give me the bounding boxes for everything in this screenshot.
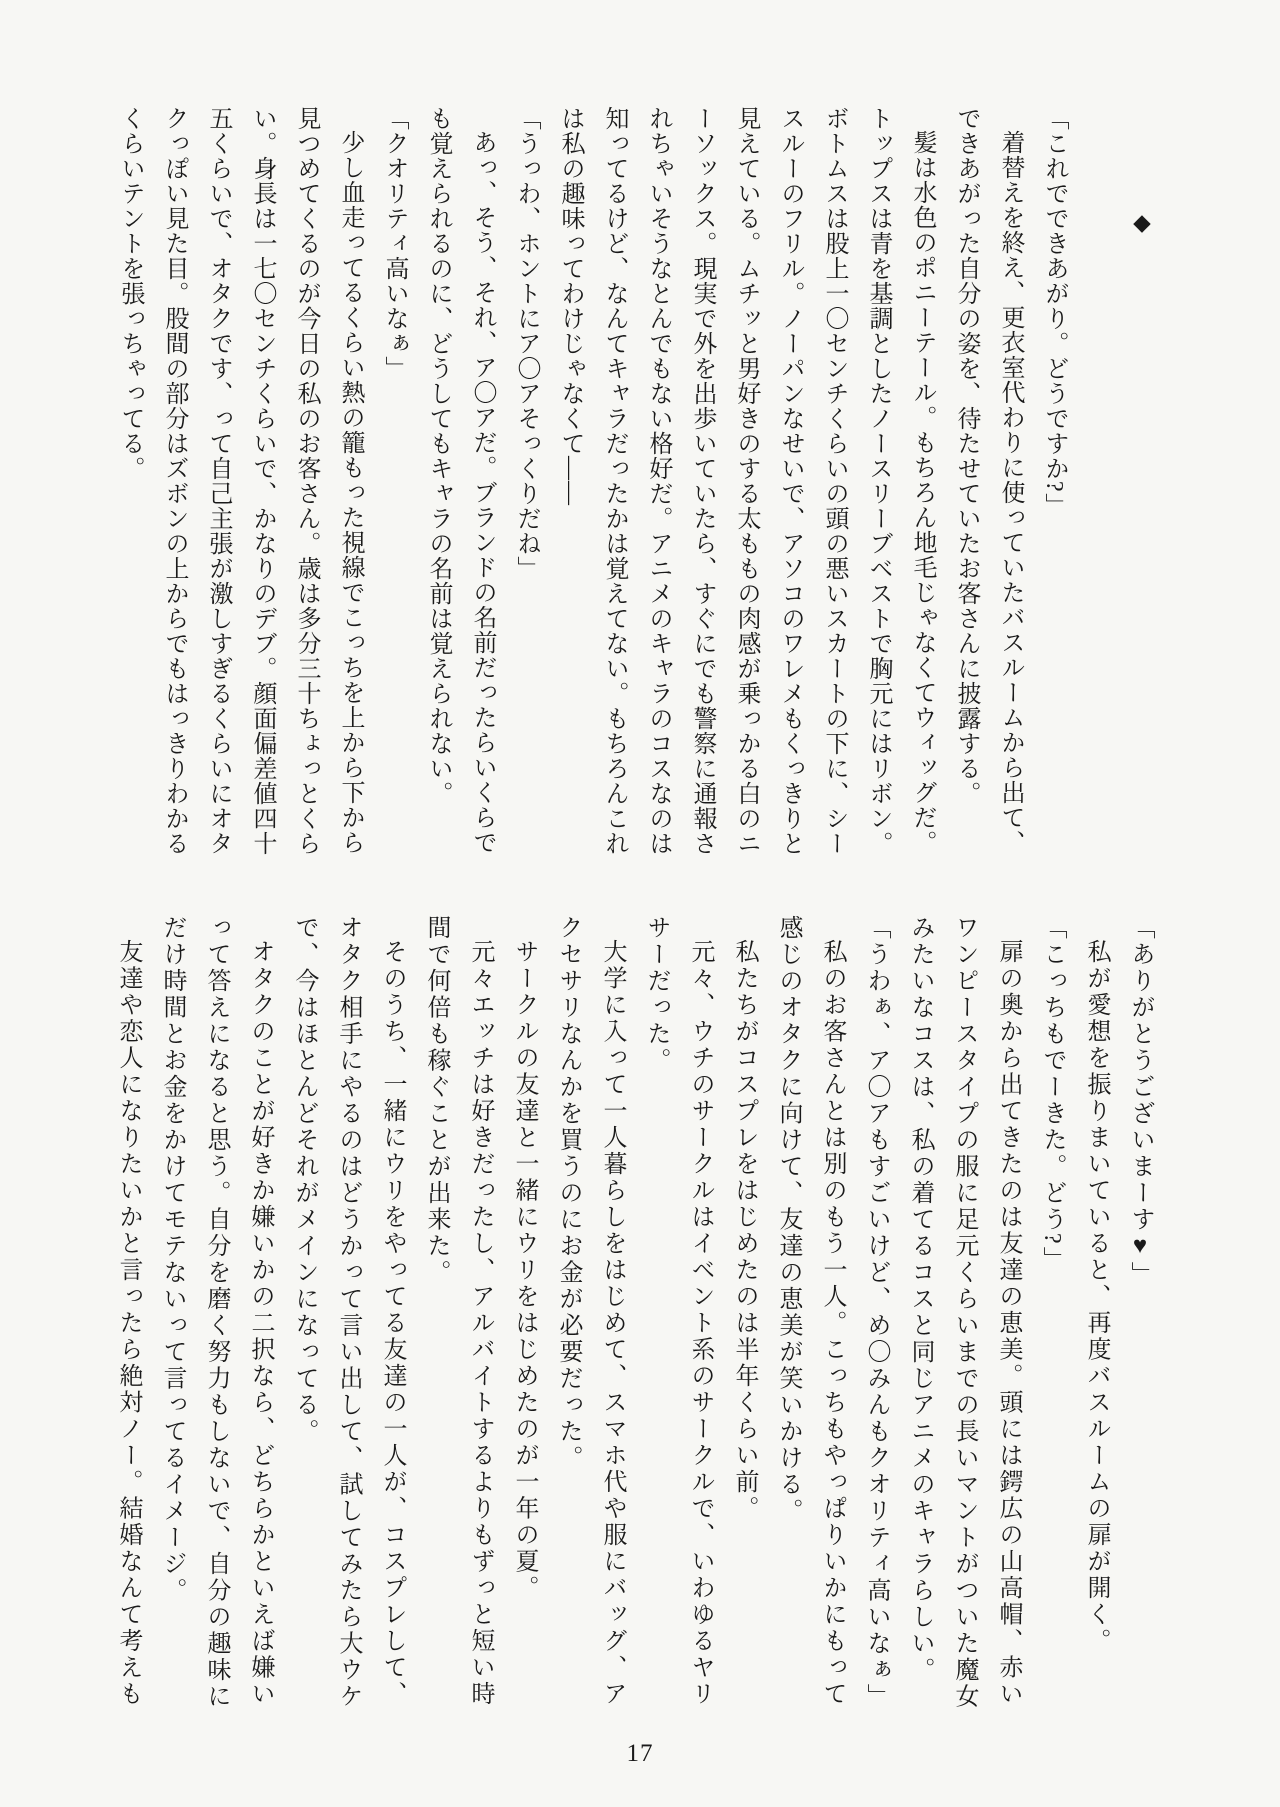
text-column: くらいテントを張っちゃってる。 — [117, 106, 143, 481]
text-column: あっ、そう、それ、ア〇アだ。ブランドの名前だったらいくらで — [469, 130, 495, 855]
text-column: 元々エッチは好きだったし、アルバイトするよりもずっと短い時 — [467, 939, 493, 1708]
text-column: 少し血走ってるくらい熱の籠もった視線でこっちを上から下から — [337, 130, 363, 855]
text-column: ボトムスは股上一〇センチくらいの頭の悪いスカートの下に、シー — [821, 106, 847, 856]
page-number: 17 — [626, 1740, 654, 1767]
text-column: 私のお客さんとは別のもう一人。こっちもやっぱりいかにもって — [819, 939, 845, 1708]
text-column: オタク相手にやるのはどうかって言い出して、試してみたら大ウケ — [335, 915, 361, 1710]
bottom-text-block — [106, 915, 1162, 1739]
text-column: 見つめてくるのが今日の私のお客さん。歳は多分三十ちょっとくら — [293, 106, 319, 856]
text-column: みたいなコスは、私の着てるコスと同じアニメのキャラらしい。 — [907, 915, 933, 1684]
text-column: い。身長は一七〇センチくらいで、かなりのデブ。顔面偏差値四十 — [249, 106, 275, 856]
text-column: トップスは青を基調としたノースリーブベストで胸元にはリボン。 — [865, 106, 891, 856]
text-column: スルーのフリル。ノーパンなせいで、アソコのワレメもくっきりと — [777, 106, 803, 856]
text-column: 私たちがコスプレをはじめたのは半年くらい前。 — [731, 939, 757, 1522]
text-column: オタクのことが好きか嫌いかの二択なら、どちらかといえば嫌い — [247, 939, 273, 1708]
text-column: って答えになると思う。自分を磨く努力もしないで、自分の趣味に — [203, 915, 229, 1710]
text-column: 五くらいで、オタクです、って自己主張が激しすぎるくらいにオタ — [205, 106, 231, 856]
text-column: 「うわぁ、ア〇アもすごいけど、め〇みんもクオリティ高いなぁ」 — [863, 915, 889, 1710]
text-column: で、今はほとんどそれがメインになってる。 — [291, 915, 317, 1445]
text-column: 感じのオタクに向けて、友達の恵美が笑いかける。 — [775, 915, 801, 1525]
text-column: 髪は水色のポニーテール。もちろん地毛じゃなくてウィッグだ。 — [909, 130, 935, 855]
text-column: 「ありがとうございまーす♥」 — [1127, 915, 1153, 1288]
text-column: 大学に入って一人暮らしをはじめて、スマホ代や服にバッグ、ア — [599, 939, 625, 1708]
text-column: 私が愛想を振りまいていると、再度バスルームの扉が開く。 — [1083, 939, 1109, 1655]
text-column: 「これでできあがり。どうですか?」 — [1041, 106, 1067, 518]
top-text-block — [108, 106, 1164, 886]
text-column: ーソックス。現実で外を出歩いていたら、すぐにでも警察に通報さ — [689, 106, 715, 856]
text-column: 着替えを終え、更衣室代わりに使っていたバスルームから出て、 — [997, 130, 1023, 855]
text-column: 元々、ウチのサークルはイベント系のサークルで、いわゆるヤリ — [687, 939, 713, 1708]
text-column: ワンピースタイプの服に足元くらいまでの長いマントがついた魔女 — [951, 915, 977, 1710]
text-column: 友達や恋人になりたいかと言ったら絶対ノー。結婚なんて考えも — [115, 939, 141, 1708]
text-column: 見えている。ムチッと男好きのする太ももの肉感が乗っかる白のニ — [733, 106, 759, 856]
text-column: 「こっちもでーきた。どう?」 — [1039, 915, 1065, 1273]
text-column: も覚えられるのに、どうしてもキャラの名前は覚えられない。 — [425, 106, 451, 806]
text-column: 知ってるけど、なんてキャラだったかは覚えてない。もちろんこれ — [601, 106, 627, 856]
text-column: サークルの友達と一緒にウリをはじめたのが一年の夏。 — [511, 939, 537, 1602]
text-column: だけ時間とお金をかけてモテないって言ってるイメージ。 — [159, 915, 185, 1604]
text-column: クっぽい見た目。股間の部分はズボンの上からでもはっきりわかる — [161, 106, 187, 856]
text-column: 「クオリティ高いなぁ」 — [381, 106, 407, 381]
text-column: そのうち、一緒にウリをやってる友達の一人が、コスプレして、 — [379, 939, 405, 1708]
text-column: 間で何倍も稼ぐことが出来た。 — [423, 915, 449, 1286]
text-column: は私の趣味ってわけじゃなくて―― — [557, 106, 583, 506]
text-column: れちゃいそうなとんでもない格好だ。アニメのキャラのコスなのは — [645, 106, 671, 856]
text-column: サーだった。 — [643, 915, 669, 1074]
text-column: できあがった自分の姿を、待たせていたお客さんに披露する。 — [953, 106, 979, 806]
text-column: クセサリなんかを買うのにお金が必要だった。 — [555, 915, 581, 1472]
section-divider-icon: ◆ — [1130, 210, 1155, 236]
text-column: 「うっわ、ホントにア〇アそっくりだね」 — [513, 106, 539, 581]
text-column: 扉の奥から出てきたのは友達の恵美。頭には鍔広の山高帽、赤い — [995, 939, 1021, 1708]
